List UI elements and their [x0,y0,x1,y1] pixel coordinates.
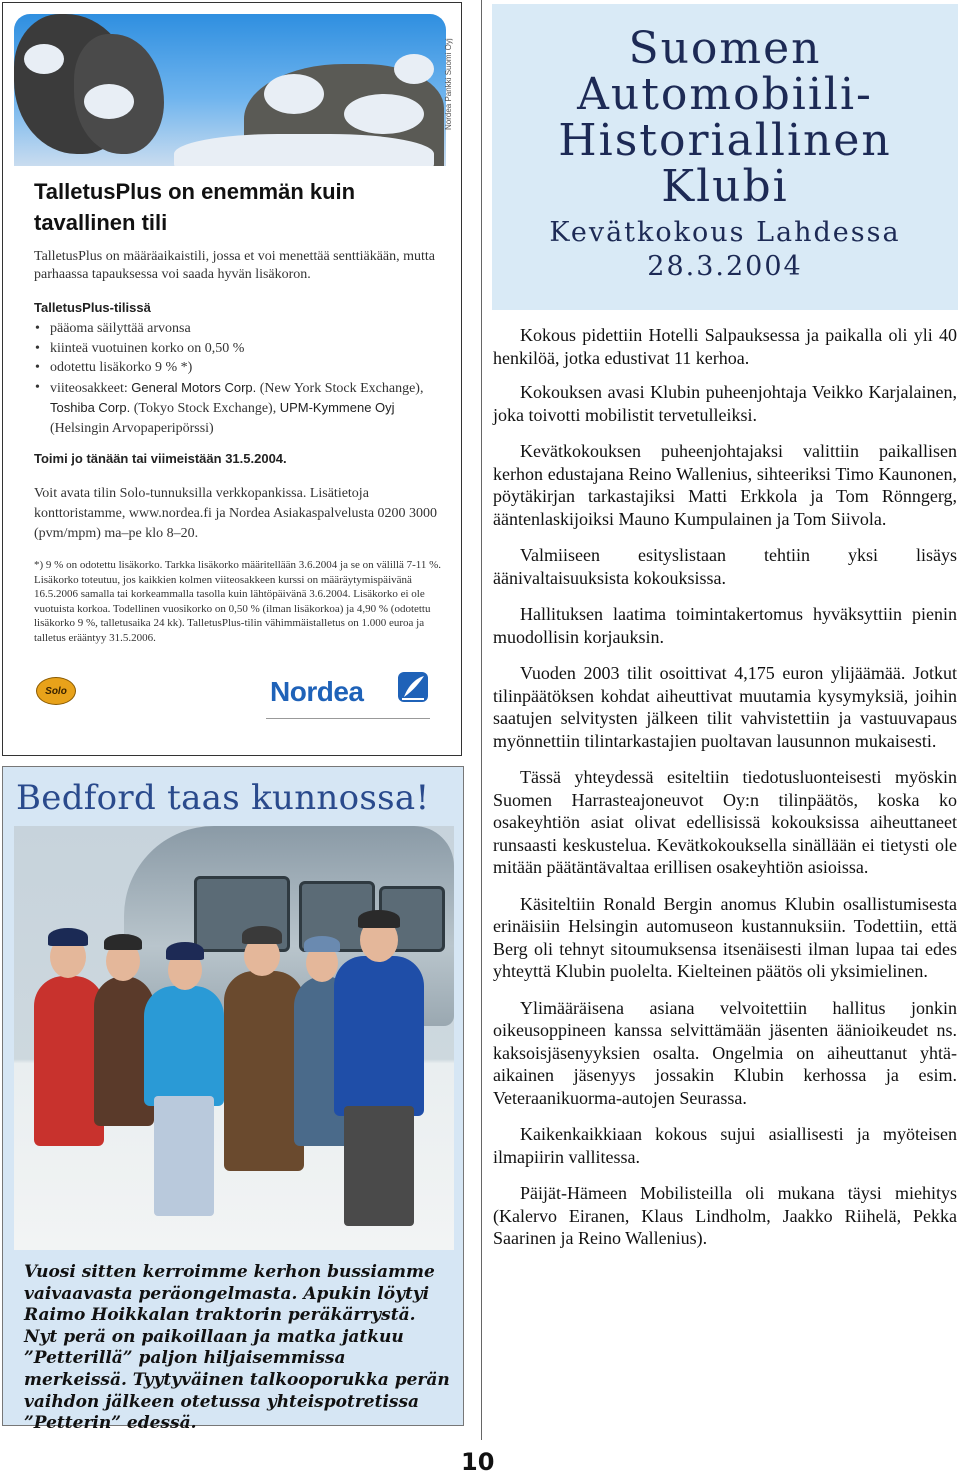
group-photo [14,826,454,1250]
title-line: Automobiili- [577,69,873,120]
story-heading: Bedford taas kunnossa! [16,778,430,818]
company-toshiba: Toshiba Corp. [50,400,131,415]
list-prefix: viiteosakkeet: [50,380,132,396]
list-item-reference-shares [34,378,434,439]
list-item: • pääoma säilyttää arvonsa [34,319,434,339]
paragraph: Hallituksen laatima toimintakertomus hyväksyttiin pienin muodollisin korjauksin. [493,604,957,647]
exchange-helsinki: (Helsingin Arvopaperipörssi) [50,420,214,436]
ad-divider [266,718,430,719]
photo-caption: Vuosi sitten kerroimme kerhon bussiamme vaivaavasta peräongelmasta. Apukin löytyi Raimo Hoikkalan traktorin peräkärrystä. Nyt perä on paikoillaan ja matka jatkuu ”Petterillä” paljon hiljaisemmissa merkeissä. Tyytyväinen talkooporukka perän vaihdon jälkeen otetussa yhteispotretissa ”Petterin” edessä. [24,1262,450,1434]
list-item: • kiinteä vuotuinen korko on 0,50 % [34,339,434,359]
company-upm-kymmene: UPM-Kymmene Oyj [279,400,395,415]
nordea-logo [270,672,430,712]
paragraph: Kokouksen avasi Klubin puheenjohtaja Veikko Karjalainen, joka toivotti mobilistit tervetulleiksi. [493,382,957,425]
ad-intro: TalletusPlus on määräaikaistili, jossa et voi menettää senttiäkään, mutta parhaassa tapauksessa voi saada hyvän lisäkoron. [34,249,436,282]
title-line: Klubi [661,161,789,212]
title-line: Suomen [628,23,822,74]
ad-title: TalletusPlus on enemmän kuin tavallinen tili [34,179,356,235]
paragraph: Ylimääräisena asiana velvoitettiin hallitus jonkin oikeusoppineen kanssa selvittämään jäsenten äänioikeudet ns. kaksoisjäsenyyksien osalta. Ongelmia on aiheuttanut yhtä-aikainen jäsenyys jossakin Klubin kerhossa ja esim. Veteraanikuorma-autojen Seurassa. [493,997,957,1108]
paragraph: Vuoden 2003 tilit osoittivat 4,175 euron ylijäämää. Jotkut tilinpäätöksen kohdat aiheuttivat muutamia kysymyksiä, joihin saatujen selvitysten jälkeen tilit vahvistettiin ja vastuuvapaus myönnettiin tilintarkastajien puoltavan lausunnon mukaisesti. [493,663,957,751]
nordea-logo-text: Nordea [270,676,364,707]
solo-logo-text: Solo [45,685,67,697]
article-title [492,23,958,212]
ad-contact-info: Voit avata tilin Solo-tunnuksilla verkkopankissa. Lisätietoja konttoristamme, www.nordea.fi ja Nordea Asiakaspalvelusta 0200 3000 (pvm/mpm) ma–pe klo 8–20. [34,486,438,541]
article-subtitle [492,216,958,284]
paragraph: Kokous pidettiin Hotelli Salpauksessa ja paikalla oli yli 40 henkilöä, jotka edustivat 11 kerhoa. [493,325,957,368]
ad-deadline: Toimi jo tänään tai viimeistään 31.5.2004. [34,451,287,466]
exchange-newyork: (New York Stock Exchange), [256,380,424,396]
nordea-sail-icon [398,672,428,702]
article-body [493,324,957,1250]
ad-fine-print: *) 9 % on odotettu lisäkorko. Tarkka lisäkorko määritellään 3.6.2004 ja se on välillä 7-11 %. Lisäkorko toteutuu, jos kaikkien kolmen viiteosakkeen kurssi on määräytymispäivänä 16.5.2006 samalla tai korkeammalla tasolla kuin lähtöpäivänä 3.6.2004. Lisäkorko ei ole vuotuista korkoa. Todellinen vuosikorko on 0,50 % (ilman lisäkorkoa) ja 4,90 % (odotettu lisäkorko 9 %, talletusaika 24 kk). TalletusPlus-tilin vähimmäistalletus on 1.000 euroa ja talletus erääntyy 31.5.2006. [34,559,442,644]
paragraph: Valmiiseen esityslistaan tehtiin yksi lisäys äänivaltaisuuksista kokouksissa. [493,545,957,588]
exchange-tokyo: (Tokyo Stock Exchange), [130,401,280,416]
subtitle-line: Kevätkokous Lahdessa [549,217,901,248]
paragraph: Kevätkokouksen puheenjohtajaksi valittiin paikallisen kerhon edustajana Reino Wallenius, sihteeriksi Timo Kaunonen, pöytäkirjan tarkastajiksi Matti Erkkola ja Tom Rönngerg, ääntenlaskijoiksi Mauno Kumpulainen ja Tom Siivola. [493,441,957,529]
paragraph: Tässä yhteydessä esiteltiin tiedotusluonteisesti myöskin Suomen Harrasteajoneuvot Oy:n tilinpäätös, koska ko osakeyhtiön asiat olivat edellisissä kokouksissa aiheuttaneet runsaasti keskustelua. Kevätkokouksella sinällään ei tietysti ole mitään päätäntävaltaa erillisen osakeyhtiön asioissa. [493,767,957,877]
title-line: Historiallinen [558,115,892,166]
company-general-motors: General Motors Corp. [131,379,257,395]
ad-feature-list [34,319,434,438]
paragraph: Kaikenkaikkiaan kokous sujui asiallisesti ja myöteisen ilmapiirin vallitessa. [493,1124,957,1167]
list-item: • odotettu lisäkorko 9 % *) [34,358,434,378]
subtitle-line: 28.3.2004 [647,251,803,282]
solo-logo [36,677,76,705]
column-divider [481,0,482,1440]
paragraph: Käsiteltiin Ronald Bergin anomus Klubin osallistumisesta erinäisiin Helsingin automuseon kustannuksiin. Todettiin, että Berg oli tehnyt sitoumuksensa itsenäisesti ilman lupaa tai edes yhteyttä Klubin puolelta. Kielteinen päätös oli yksimielinen. [493,893,957,981]
page-number: 10 [461,1448,495,1476]
ad-list-heading: TalletusPlus-tilissä [34,300,151,315]
paragraph: Päijät-Hämeen Mobilisteilla oli mukana täysi miehitys (Kalervo Eiranen, Klaus Lindholm, Jaakko Riihelä, Pekka Saarinen ja Reino Wallenius). [493,1183,957,1248]
photo-credit: Nordea Pankki Suomi Oyj [444,38,453,130]
ad-winter-photo [14,14,446,166]
